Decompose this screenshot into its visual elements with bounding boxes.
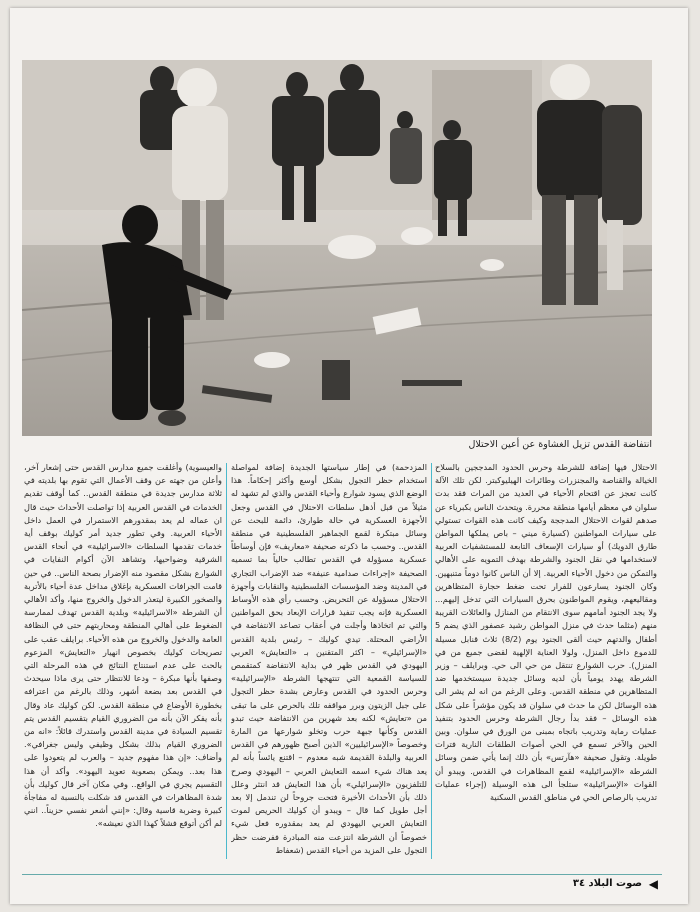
article-column-left — [24, 461, 222, 861]
article-text: الاحتلال فيها إضافة للشرطة وحرس الحدود المدججين بالسلاح الخيالة والقناصة والمجنزرات وطائرات الهيليوكبتر. لكن تلك الآلة كانت تعجز عن اقتحام الأحياء في العديد من المرات فقد بدت سلوان في معظم أيامها منطقة محررة. ويتحدث الناس بكبرياء عن صدهم لقوات الاحتلال المدججة وكيف كانت هذه القوات تستولي على سيارات المواطنين (كسيارة ميني – باص يملكها المواطن طارق الدويك) أو سيارات الإسعاف التابعة للمستشفيات العربية لاستخدامها في نقل الجنود والشرطة بهدف التمويه على الأهالي والتمكن من دخول الأحياء العربية. إلا أن الناس كانوا دوماً متنبهين. وكان الجنود يسارعون للفرار تحت ضغط حجارة المتظاهرين ومقاليعهم، ويقوم المواطنون بحرق السيارات التي تدخل إليهم... ولا يجد الجنود أمامهم سوى الانتقام من المنازل والعائلات القريبة منهم (مثلما حدث في منزل المواطن رشيد عصفور الذي يضم 5 أطفال والدتهم حيث ألقى الجنود يوم (8/2) ثلاث قنابل مسيلة للدموع داخل المنزل، ولولا العناية الإلهية لقضى جميع من في المنزل). حرب الشوارع تنتقل من حي الى حي. وبرايلف – وزير الشرطة يهدد يومياً بأن لديه وسائل جديدة سيستخدمها ضد المتظاهرين في منطقة القدس. وعلى الرغم من انه لم يشر الى هذه الوسائل لكن ما حدث في سلوان قد يكون مؤشراً على شكل هذه الوسائل – فقد بدأ رجال الشرطة وحرس الحدود بتنفيذ عمليات رماية وتدريب باتجاه بمبنى من الورق في سلوان. وبين الحين والآخر تسمع في الحي أصوات الطلقات النارية فترات طويلة. وتقول صحيفة «هآرتس» بأن ذلك إنما يأتي ضمن وسائل الشرطة «الإسرائيلية» لقمع المظاهرات في القدس. ويبدو أن القوات «الإسرائيلية» ستلجأ الى هذه الوسيلة (إجراء عمليات تدريب بالرصاص الحي في مناطق القدس السكنية — [435, 462, 657, 803]
article-text: المزدحمة) في إطار سياستها الجديدة إضافة لمواصلة استخدام حظر التجول بشكل أوسع وأكثر إحكاماً. هذا الوضع الذي يسود شوارع وأحياء القدس والذي لم تشهد له مثيلاً من قبل أذهل سلطات الاحتلال في القدس وجعل الأجهزة العسكرية في حالة طوارئ، دائمة للبحث عن وسائل مبتكرة لقمع الجماهير الفلسطينية في منطقة القدس.. وحسب ما ذكرته صحيفة «معاريف» فإن أوساطاً عسكرية مسؤولة في القدس تطالب حالياً بما تسميه الصحيفة «إجراءات صدامية عنيفة» ضد الإضراب التجاري في المدينة وضد المؤسسات الفلسطينية والنقابات وأجهزة الاحتلال مسؤولة عن التحريض. وحسب رأي هذه الأوساط العسكرية فإنه يجب تنفيذ قرارات الإبعاد بحق المواطنين والتي تم اتخاذها وأجلت في أعقاب تصاعد الانتفاضة في الأراضي المحتلة. تيدي كوليك – رئيس بلدية القدس «الإسرائيلي» – اكثر المتقنين بـ «التعايش» العربي اليهودي في القدس ظهر في بداية الانتفاضة كمتقمص للسياسة القمعية التي تنتهجها الشرطة «الإسرائيلية» وحرس الحدود في القدس وعارض بشدة حظر التجول على جبل الزيتون وبرر مواقفه تلك بالحرص على ما تبقى من «تعايش» لكنه بعد شهرين من الانتفاضة حيث تبدو القدس وكأنها جبهة حرب وتخلو شوارعها من المارة وخصوصاً «الإسرائيليين» الذين أصبح ظهورهم في القدس العربية والبلدة القديمة شبه معدوم – اقتنع يائساً بأنه لم يعد هناك شيء اسمه التعايش العربي – اليهودي وصرح للتلفزيون «الإسرائيلي» بأن هذا التعايش قد انتثر وعلل ذلك بأن الأحداث الأخيرة فتحت جروحاً لن تندمل إلا بعد أجل طويل كما قال – ويبدو أن كوليك الحريص لموت التعايش العربي اليهودي لم يعد بمقدوره فعل شيء خصوصاً أن الشرطة انتزعت منه المبادرة ففرضت حظر التجول على المزيد من أحياء القدس (شعفاط — [231, 462, 427, 855]
magazine-page — [10, 8, 688, 904]
article-column-middle — [231, 461, 427, 861]
street-clash-photo — [22, 60, 652, 436]
page-footer — [22, 874, 662, 893]
page-arrow-icon: ◀ — [648, 877, 658, 891]
article-text: والعيسوية) وأغلقت جميع مدارس القدس حتى إشعار آخر، وأعلن من جهته عن وقف الأعمال التي تقوم بها بلديته في ثلاثة مدارس جديدة في منطقة القدس.. كما أوقف تقديم الخدمات في القدس العربية إذا تواصلت الأحداث حيث قال ان عماله لم يعد بمقدورهم الاستمرار في العمل داخل الأحياء العربية. وفي تطور جديد أمر كوليك بوقف أية خدمات تقدمها السلطات «الاسرائيلية» في أنحاء القدس الشرقية وضواحيها، وتشاهد الآن أكوام النفايات في الشوارع بشكل مقصود منه الإضرار بصحة الناس.. في حين قامت الجرافات العسكرية بإغلاق مداخل عدة أحياء بالأتربة والصخور الكبيرة ليتعذر الدخول والخروج منها، وأكد الأهالي أن الشرطة «الاسرائيلية» وبلدية القدس تهدف لممارسة الضغوط على أهالي المنطقة ومحاربتهم حتى في النظافة العامة والدخول والخروج من هذه الأحياء. برايلف عقب على تصريحات كوليك بخصوص انهيار «التعايش» المزعوم بالحث على عدم استنتاج النتائج في هذه المرحلة التي وصفها بأنها مبكرة – ودعا للانتظار حتى يرى ماذا سيحدث في القدس بعد بضعة أشهر، وذلك بالرغم من اعترافه بخطورة الأوضاع في منطقة القدس. لكن كوليك عاد وقال بأنه يفكر الآن بأنه من الضروري القيام بتقسيم القدس يتم تقسيم السيادة في مدينة القدس واستدرك قائلاً: «انه من الضروري القيام بذلك بشكل وظيفي وليس جغرافي». وأضاف: «إن هذا مفهوم جديد – والعرب لم يتعودوا على هذا بعد.. ويمكن بصعوبة تعويد اليهود». وأكد أن هذا التقسيم يجري في الواقع.. وفي مكان آخر قال كوليك بأن شدة المظاهرات في القدس قد شكلت بالنسبة له مفاجأة كبيرة وضربة قاسية وقال: «إنني أشعر نفسي حزيناً.. انني لم أكن أتوقع فشلاً كهذا الذي نعيشه». — [24, 462, 222, 829]
column-divider — [431, 463, 432, 859]
photo-caption: انتفاضة القدس تزيل الغشاوة عن أعين الاحتلال — [468, 439, 652, 450]
photo-illustration — [22, 60, 652, 436]
footer-magazine-page: صوت البلاد ٣٤ — [572, 878, 642, 889]
column-divider — [226, 463, 227, 859]
article-column-right — [435, 461, 657, 861]
